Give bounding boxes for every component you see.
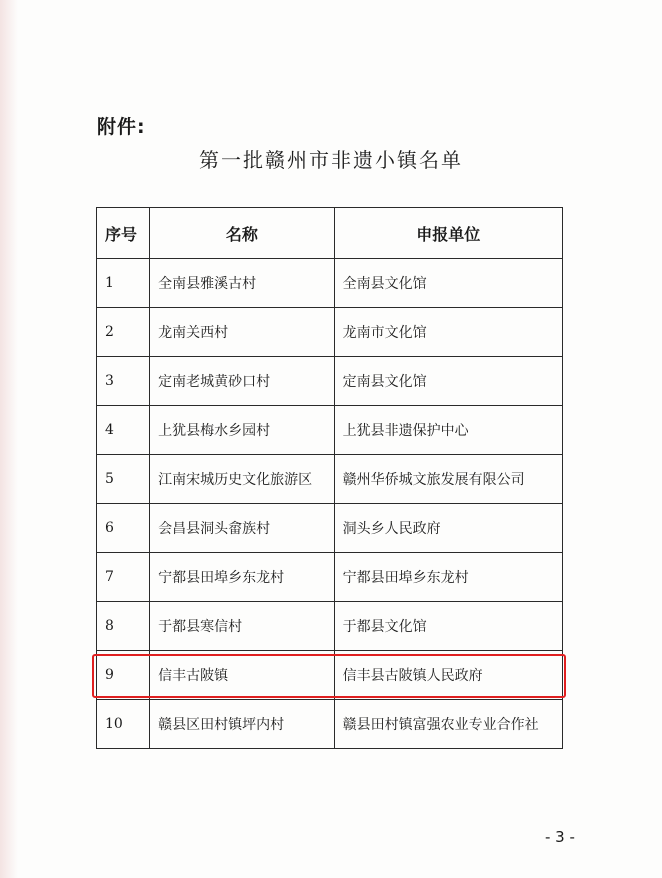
town-list-table [96, 207, 563, 749]
header-index: 序号 [97, 208, 150, 259]
cell-index: 10 [97, 700, 150, 749]
cell-index: 6 [97, 504, 150, 553]
cell-index: 9 [97, 651, 150, 700]
table-row [97, 602, 563, 651]
cell-index: 8 [97, 602, 150, 651]
attachment-label: 附件: [97, 116, 146, 138]
table-row [97, 553, 563, 602]
table-row [97, 357, 563, 406]
scan-edge-shadow [0, 0, 18, 878]
header-applicant: 申报单位 [334, 208, 562, 259]
cell-applicant: 全南县文化馆 [334, 259, 562, 308]
cell-applicant: 宁都县田埠乡东龙村 [334, 553, 562, 602]
cell-index: 3 [97, 357, 150, 406]
cell-name: 全南县雅溪古村 [150, 259, 334, 308]
document-title: 第一批赣州市非遗小镇名单 [199, 148, 463, 172]
table-row [97, 504, 563, 553]
table-row [97, 455, 563, 504]
cell-name: 定南老城黄砂口村 [150, 357, 334, 406]
table-row [97, 259, 563, 308]
cell-applicant: 信丰县古陂镇人民政府 [334, 651, 562, 700]
cell-name: 赣县区田村镇坪内村 [150, 700, 334, 749]
cell-index: 5 [97, 455, 150, 504]
cell-name: 上犹县梅水乡园村 [150, 406, 334, 455]
cell-name: 于都县寒信村 [150, 602, 334, 651]
cell-index: 1 [97, 259, 150, 308]
table-header-row [97, 208, 563, 259]
cell-applicant: 定南县文化馆 [334, 357, 562, 406]
cell-applicant: 于都县文化馆 [334, 602, 562, 651]
cell-name: 龙南关西村 [150, 308, 334, 357]
table-row [97, 406, 563, 455]
cell-name: 宁都县田埠乡东龙村 [150, 553, 334, 602]
table-row [97, 700, 563, 749]
table-row [97, 308, 563, 357]
table-row-highlighted [97, 651, 563, 700]
cell-applicant: 龙南市文化馆 [334, 308, 562, 357]
cell-name: 会昌县洞头畲族村 [150, 504, 334, 553]
cell-applicant: 上犹县非遗保护中心 [334, 406, 562, 455]
cell-name: 信丰古陂镇 [150, 651, 334, 700]
cell-applicant: 赣州华侨城文旅发展有限公司 [334, 455, 562, 504]
cell-index: 7 [97, 553, 150, 602]
cell-index: 2 [97, 308, 150, 357]
cell-applicant: 洞头乡人民政府 [334, 504, 562, 553]
header-name: 名称 [150, 208, 334, 259]
cell-name: 江南宋城历史文化旅游区 [150, 455, 334, 504]
page-number: - 3 - [545, 828, 575, 846]
cell-index: 4 [97, 406, 150, 455]
cell-applicant: 赣县田村镇富强农业专业合作社 [334, 700, 562, 749]
